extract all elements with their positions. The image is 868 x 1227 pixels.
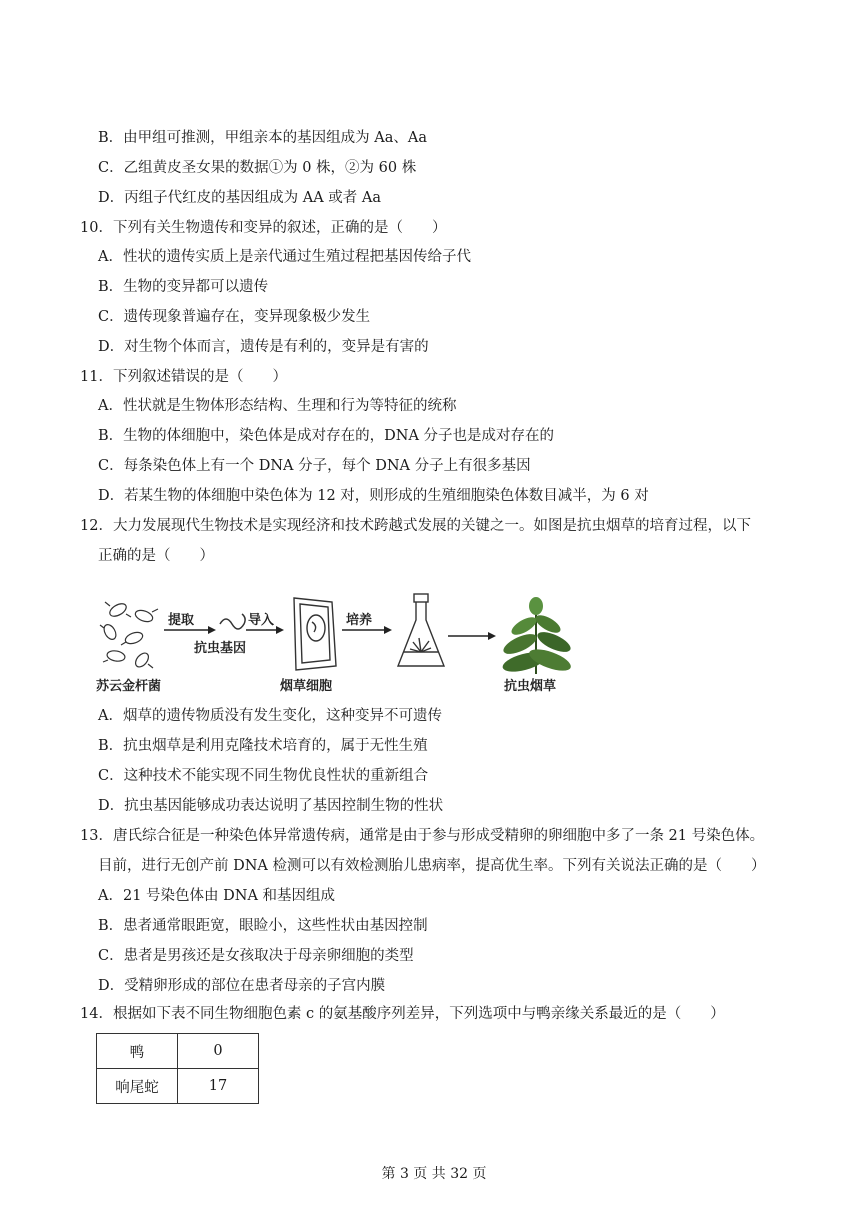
table-row [97, 1034, 259, 1069]
label-bacteria: 苏云金杆菌 [96, 679, 162, 694]
q13-option-a: A．21 号染色体由 DNA 和基因组成 [98, 888, 336, 904]
q9-option-c: C．乙组黄皮圣女果的数据①为 0 株，②为 60 株 [98, 160, 417, 176]
q12-stem-line1: 12．大力发展现代生物技术是实现经济和技术跨越式发展的关键之一。如图是抗虫烟草的培育过程，以下 [80, 518, 751, 534]
label-plant: 抗虫烟草 [504, 679, 557, 694]
q11-option-a: A．性状就是生物体形态结构、生理和行为等特征的统称 [98, 398, 457, 414]
gene-transfer-figure [96, 590, 596, 700]
q12-option-a: A．烟草的遗传物质没有发生变化，这种变异不可遗传 [98, 708, 442, 724]
q11-option-b: B．生物的体细胞中，染色体是成对存在的，DNA 分子也是成对存在的 [98, 428, 555, 444]
q13-option-d: D．受精卵形成的部位在患者母亲的子宫内膜 [98, 978, 386, 994]
culture-flask-illustration [398, 594, 444, 666]
label-extract: 提取 [168, 613, 195, 628]
tobacco-plant-illustration [501, 597, 574, 675]
q14-stem: 14．根据如下表不同生物细胞色素 c 的氨基酸序列差异，下列选项中与鸭亲缘关系最近的是（ ） [80, 1006, 725, 1022]
q13-stem-line2: 目前，进行无创产前 DNA 检测可以有效检测胎儿患病率，提高优生率。下列有关说法正确的是（ ） [98, 858, 766, 874]
q12-stem-line2: 正确的是（ ） [98, 548, 214, 564]
label-cell: 烟草细胞 [280, 679, 333, 694]
page-footer: 第 3 页 共 32 页 [381, 1166, 487, 1182]
q11-stem: 11．下列叙述错误的是（ ） [80, 369, 287, 385]
bacteria-illustration [100, 601, 158, 669]
q12-option-d: D．抗虫基因能够成功表达说明了基因控制生物的性状 [98, 798, 444, 814]
label-culture: 培养 [346, 613, 373, 628]
q12-option-b: B．抗虫烟草是利用克隆技术培育的，属于无性生殖 [98, 738, 428, 754]
q10-stem: 10．下列有关生物遗传和变异的叙述，正确的是（ ） [80, 220, 447, 236]
table-cell-value: 0 [178, 1034, 259, 1069]
table-cell-species: 鸭 [97, 1034, 178, 1069]
q9-option-d: D．丙组子代红皮的基因组成为 AA 或者 Aa [98, 190, 382, 206]
q11-option-c: C．每条染色体上有一个 DNA 分子，每个 DNA 分子上有很多基因 [98, 458, 531, 474]
q10-option-c: C．遗传现象普遍存在，变异现象极少发生 [98, 309, 371, 325]
label-gene: 抗虫基因 [194, 641, 247, 656]
q13-option-c: C．患者是男孩还是女孩取决于母亲卵细胞的类型 [98, 948, 414, 964]
table-row [97, 1069, 259, 1104]
q12-option-c: C．这种技术不能实现不同生物优良性状的重新组合 [98, 768, 429, 784]
tobacco-cell-illustration [294, 598, 336, 670]
table-cell-species: 响尾蛇 [97, 1069, 178, 1104]
q13-stem-line1: 13．唐氏综合征是一种染色体异常遗传病，通常是由于参与形成受精卵的卵细胞中多了一条 21 号染色体。 [80, 828, 765, 844]
q10-option-d: D．对生物个体而言，遗传是有利的，变异是有害的 [98, 339, 429, 355]
table-cell-value: 17 [178, 1069, 259, 1104]
label-import: 导入 [248, 613, 275, 628]
q11-option-d: D．若某生物的体细胞中染色体为 12 对，则形成的生殖细胞染色体数目减半，为 6 对 [98, 488, 649, 504]
cytochrome-c-table [96, 1033, 259, 1104]
q9-option-b: B．由甲组可推测，甲组亲本的基因组成为 Aa、Aa [98, 130, 427, 146]
gene-squiggle-icon [220, 614, 245, 629]
q10-option-a: A．性状的遗传实质上是亲代通过生殖过程把基因传给子代 [98, 249, 471, 265]
q13-option-b: B．患者通常眼距宽，眼睑小，这些性状由基因控制 [98, 918, 428, 934]
q10-option-b: B．生物的变异都可以遗传 [98, 279, 269, 295]
